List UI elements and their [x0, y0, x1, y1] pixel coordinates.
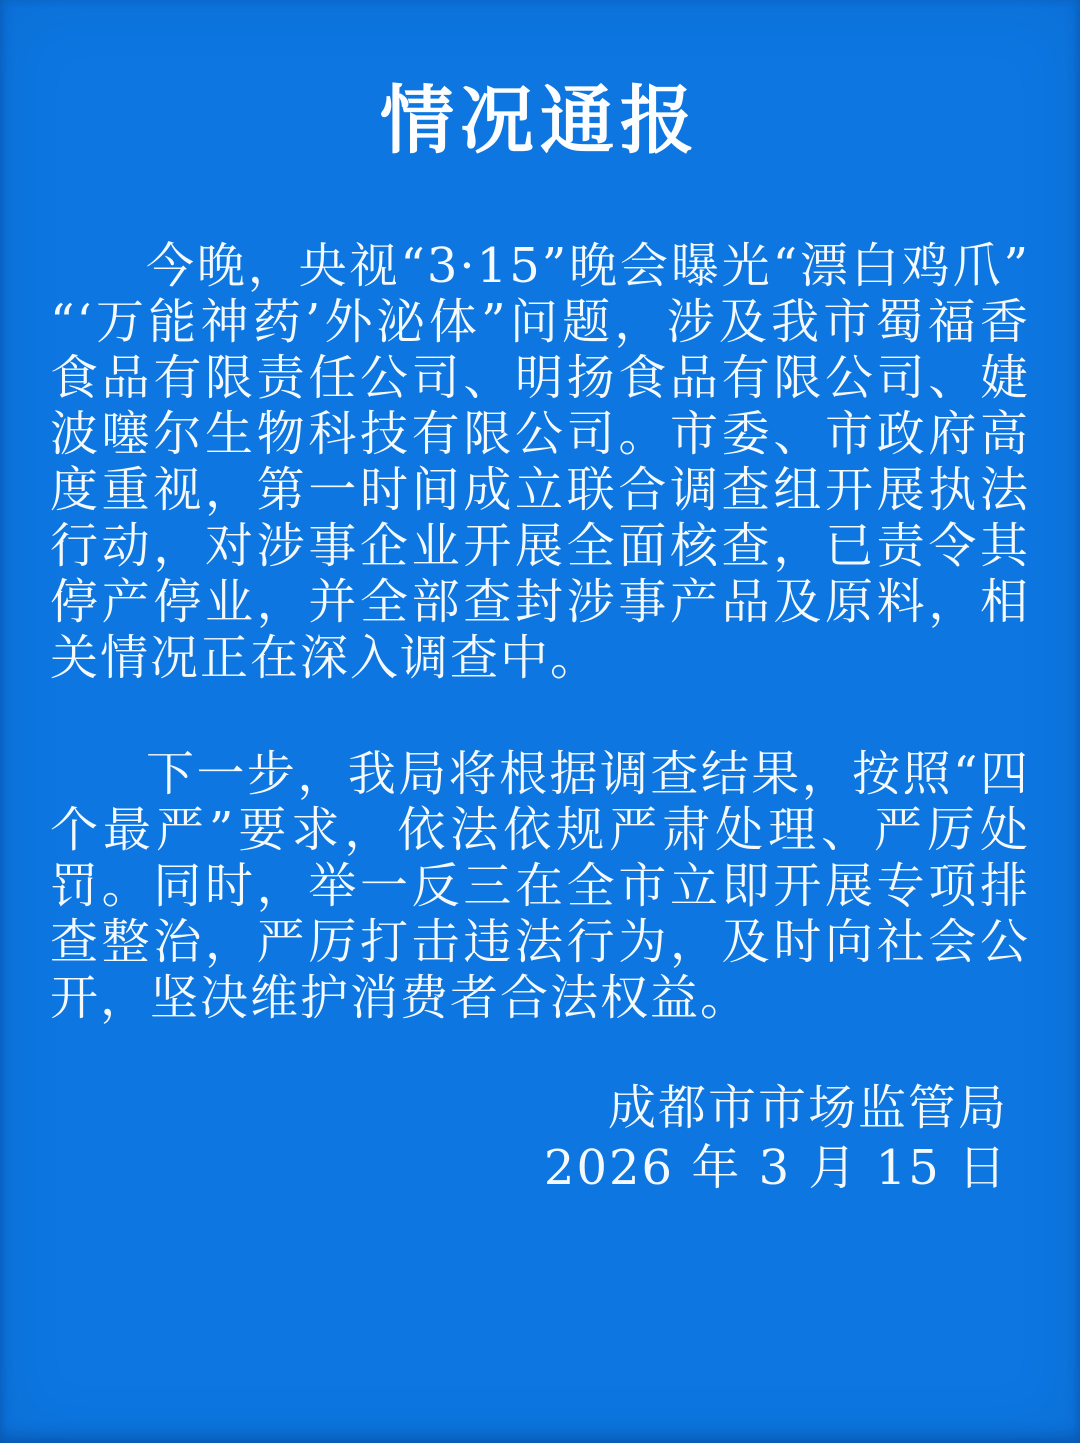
notice-signature: 成都市市场监管局 [607, 1080, 1008, 1136]
notice-paragraph-2: 下一步，我局将根据调查结果，按照“四个最严”要求，依法依规严肃处理、严厉处罚。同时，举一反三在全市立即开展专项排查整治，严厉打击违法行为，及时向社会公开，坚决维护消费者合法权益。 [50, 746, 1030, 1026]
notice-body [50, 238, 1030, 1026]
notice-date: 2026 年 3 月 15 日 [543, 1140, 1008, 1196]
notice-paragraph-1: 今晚，央视“3·15”晚会曝光“漂白鸡爪”“‘万能神药’外泌体”问题，涉及我市蜀福香食品有限责任公司、明扬食品有限公司、婕波噻尔生物科技有限公司。市委、市政府高度重视，第一时间成立联合调查组开展执法行动，对涉事企业开展全面核查，已责令其停产停业，并全部查封涉事产品及原料，相关情况正在深入调查中。 [50, 238, 1030, 686]
notice-title: 情况通报 [380, 78, 700, 164]
notice-footer [0, 1078, 1080, 1198]
